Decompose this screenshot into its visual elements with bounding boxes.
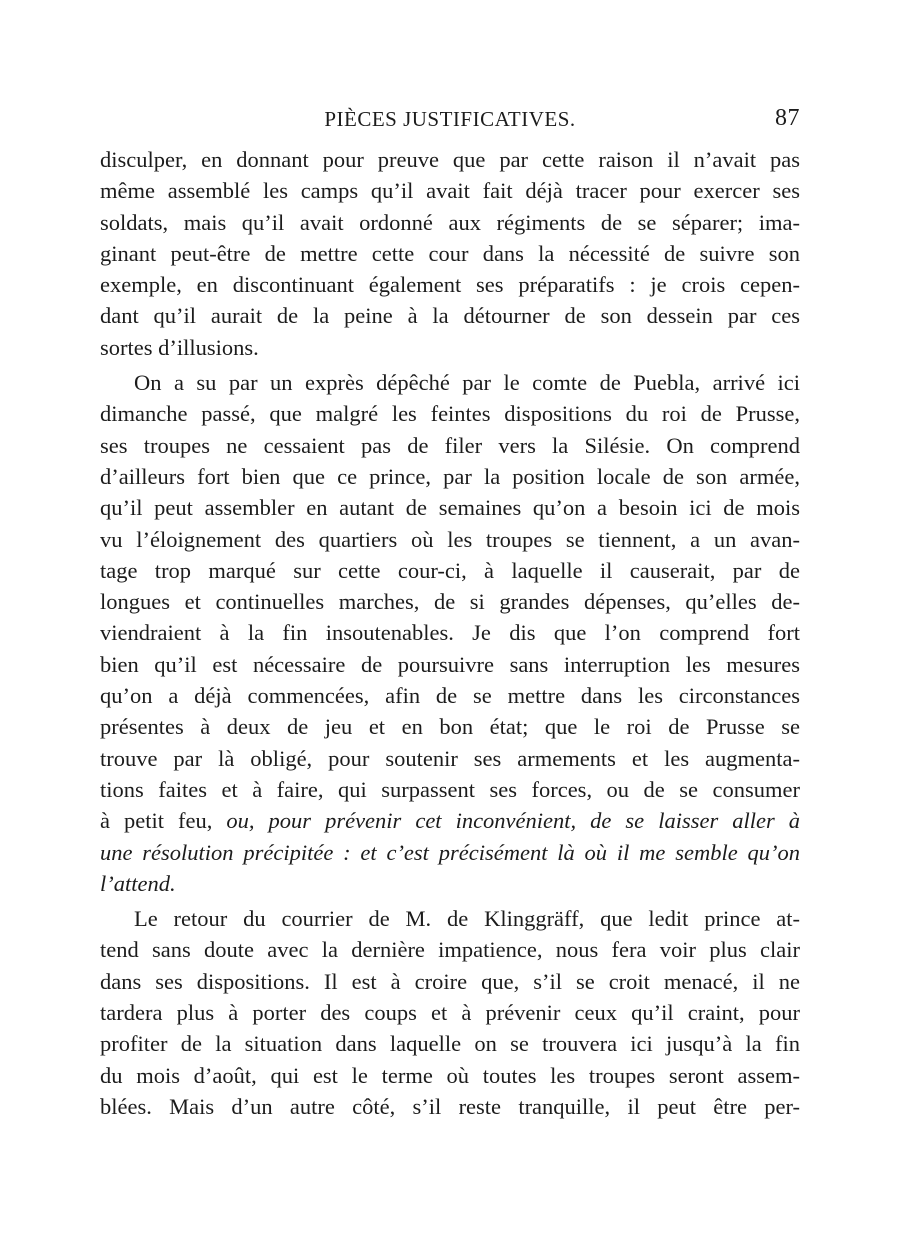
italic-text-line: une résolution précipitée : et c’est précisément là où il me semble qu’on xyxy=(100,839,800,865)
italic-text-line: l’attend. xyxy=(100,870,176,896)
text-line: viendraient à la fin insoutenables. Je dis que l’on comprend fort xyxy=(100,620,800,646)
text-line: tardera plus à porter des coups et à prévenir ceux qu’il craint, pour xyxy=(100,1000,800,1026)
italic-text: ou, pour prévenir cet inconvénient, de se laisser aller à xyxy=(226,808,800,834)
text-line: tions faites et à faire, qui surpassent ses forces, ou de se consumer xyxy=(100,776,800,802)
text-line: tage trop marqué sur cette cour-ci, à laquelle il causerait, par de xyxy=(100,557,800,583)
text-line: du mois d’août, qui est le terme où toutes les troupes seront assem- xyxy=(100,1062,800,1088)
running-header xyxy=(100,103,800,139)
text-line: longues et continuelles marches, de si grandes dépenses, qu’elles de- xyxy=(100,589,800,615)
text-line: ginant peut-être de mettre cette cour dans la nécessité de suivre son xyxy=(100,240,800,266)
text-line: dant qu’il aurait de la peine à la détourner de son dessein par ces xyxy=(100,303,800,329)
text-line: dans ses dispositions. Il est à croire que, s’il se croit menacé, il ne xyxy=(100,968,800,994)
text-line: même assemblé les camps qu’il avait fait déjà tracer pour exercer ses xyxy=(100,178,800,204)
text-line: dimanche passé, que malgré les feintes dispositions du roi de Prusse, xyxy=(100,401,800,427)
text-line: soldats, mais qu’il avait ordonné aux régiments de se séparer; ima- xyxy=(100,209,800,235)
text-line: sortes d’illusions. xyxy=(100,334,259,360)
page-number: 87 xyxy=(775,105,800,131)
text-line: d’ailleurs fort bien que ce prince, par la position locale de son armée, xyxy=(100,463,800,489)
text-line: tend sans doute avec la dernière impatience, nous fera voir plus clair xyxy=(100,937,800,963)
text-line: Le retour du courrier de M. de Klinggräff, que ledit prince at- xyxy=(134,906,800,932)
paragraph xyxy=(100,144,800,363)
text-line: vu l’éloignement des quartiers où les troupes se tiennent, a un avan- xyxy=(100,526,800,552)
roman-text: à petit feu, xyxy=(100,808,227,834)
text-line: qu’on a déjà commencées, afin de se mettre dans les circonstances xyxy=(100,683,800,709)
text-line xyxy=(100,805,800,836)
text-line: qu’il peut assembler en autant de semaines qu’on a besoin ici de mois xyxy=(100,495,800,521)
text-line: exemple, en discontinuant également ses préparatifs : je crois cepen- xyxy=(100,272,800,298)
paragraph xyxy=(100,367,800,899)
paragraph xyxy=(100,903,800,1122)
running-title: PIÈCES JUSTIFICATIVES. xyxy=(324,107,576,131)
text-line: trouve par là obligé, pour soutenir ses armements et les augmenta- xyxy=(100,745,800,771)
text-line: disculper, en donnant pour preuve que par cette raison il n’avait pas xyxy=(100,147,800,172)
text-line: bien qu’il est nécessaire de poursuivre sans interruption les mesures xyxy=(100,651,800,677)
body-text xyxy=(100,144,800,1122)
text-line: blées. Mais d’un autre côté, s’il reste tranquille, il peut être per- xyxy=(100,1093,800,1119)
text-line: ses troupes ne cessaient pas de filer vers la Silésie. On comprend xyxy=(100,432,800,458)
text-line: On a su par un exprès dépêché par le comte de Puebla, arrivé ici xyxy=(134,370,800,396)
text-line: présentes à deux de jeu et en bon état; que le roi de Prusse se xyxy=(100,714,800,740)
text-line: profiter de la situation dans laquelle on se trouvera ici jusqu’à la fin xyxy=(100,1031,800,1057)
